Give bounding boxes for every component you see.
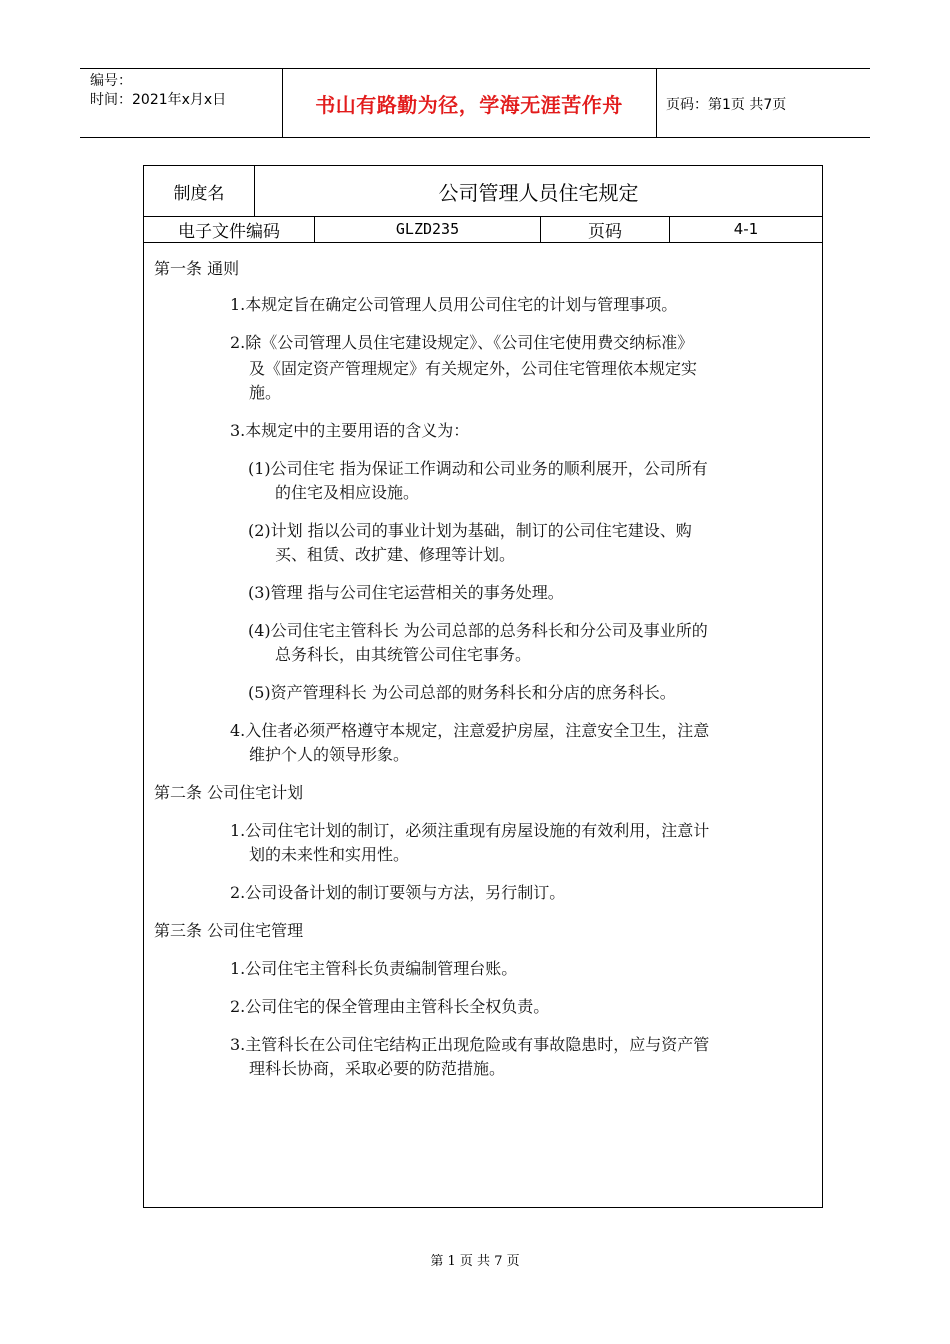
header-motto: 书山有路勤为径，学海无涯苦作舟 [315,92,623,117]
clause-continuation: 维护个人的领导形象。 [249,745,410,764]
section-heading: 第二条 公司住宅计划 [154,783,304,802]
clause-line: 4.入住者必须严格遵守本规定，注意爱护房屋，注意安全卫生，注意 [230,721,710,740]
clause-line: 1.公司住宅主管科长负责编制管理台账。 [230,959,518,978]
page-footer: 第 1 页 共 7 页 [430,1254,520,1269]
clause-line: (1)公司住宅 指为保证工作调动和公司业务的顺利展开，公司所有 [248,459,708,478]
clause-continuation: 施。 [249,383,282,402]
clause-line: (5)资产管理科长 为公司总部的财务科长和分店的庶务科长。 [248,683,676,702]
clause-continuation: 理科长协商，采取必要的防范措施。 [249,1059,506,1078]
date-label: 时间：2021年x月x日 [90,92,227,108]
clause-line: (3)管理 指与公司住宅运营相关的事务处理。 [248,583,564,602]
clause-line: (4)公司住宅主管科长 为公司总部的总务科长和分公司及事业所的 [248,621,708,640]
clause-line: (2)计划 指以公司的事业计划为基础，制订的公司住宅建设、购 [248,521,692,540]
regulation-name-label: 制度名 [144,166,255,216]
clause-continuation: 及《固定资产管理规定》有关规定外，公司住宅管理依本规定实 [249,359,698,378]
clause-line: 3.主管科长在公司住宅结构正出现危险或有事故隐患时，应与资产管 [230,1035,710,1054]
clause-continuation: 买、租赁、改扩建、修理等计划。 [275,545,516,564]
page-value: 4-1 [733,220,759,238]
clause-line: 1.公司住宅计划的制订，必须注重现有房屋设施的有效利用，注意计 [230,821,710,840]
form-info-row [144,216,822,243]
regulation-name-value: 公司管理人员住宅规定 [438,180,639,205]
clause-line: 1.本规定旨在确定公司管理人员用公司住宅的计划与管理事项。 [230,295,678,314]
page-header [80,68,870,138]
clause-continuation: 总务科长，由其统管公司住宅事务。 [275,645,532,664]
clause-line: 2.公司设备计划的制订要领与方法，另行制订。 [230,883,566,902]
section-heading: 第一条 通则 [154,259,240,278]
header-divider [656,69,657,137]
section-heading: 第三条 公司住宅管理 [154,921,304,940]
header-meta [90,72,226,110]
code-label: 编号： [90,73,132,89]
header-divider [282,69,283,137]
regulation-form [143,165,823,1208]
file-code-value: GLZD235 [315,216,541,242]
clause-line: 2.公司住宅的保全管理由主管科长全权负责。 [230,997,550,1016]
clause-line: 2.除《公司管理人员住宅建设规定》、《公司住宅使用费交纳标准》 [230,333,694,352]
page-label: 页码 [541,216,670,242]
clause-continuation: 划的未来性和实用性。 [249,845,410,864]
clause-line: 3.本规定中的主要用语的含义为： [230,421,470,440]
form-title-row [144,166,822,217]
file-code-label: 电子文件编码 [144,216,315,242]
header-page-info: 页码：第1页 共7页 [666,97,787,113]
clause-continuation: 的住宅及相应设施。 [275,483,420,502]
